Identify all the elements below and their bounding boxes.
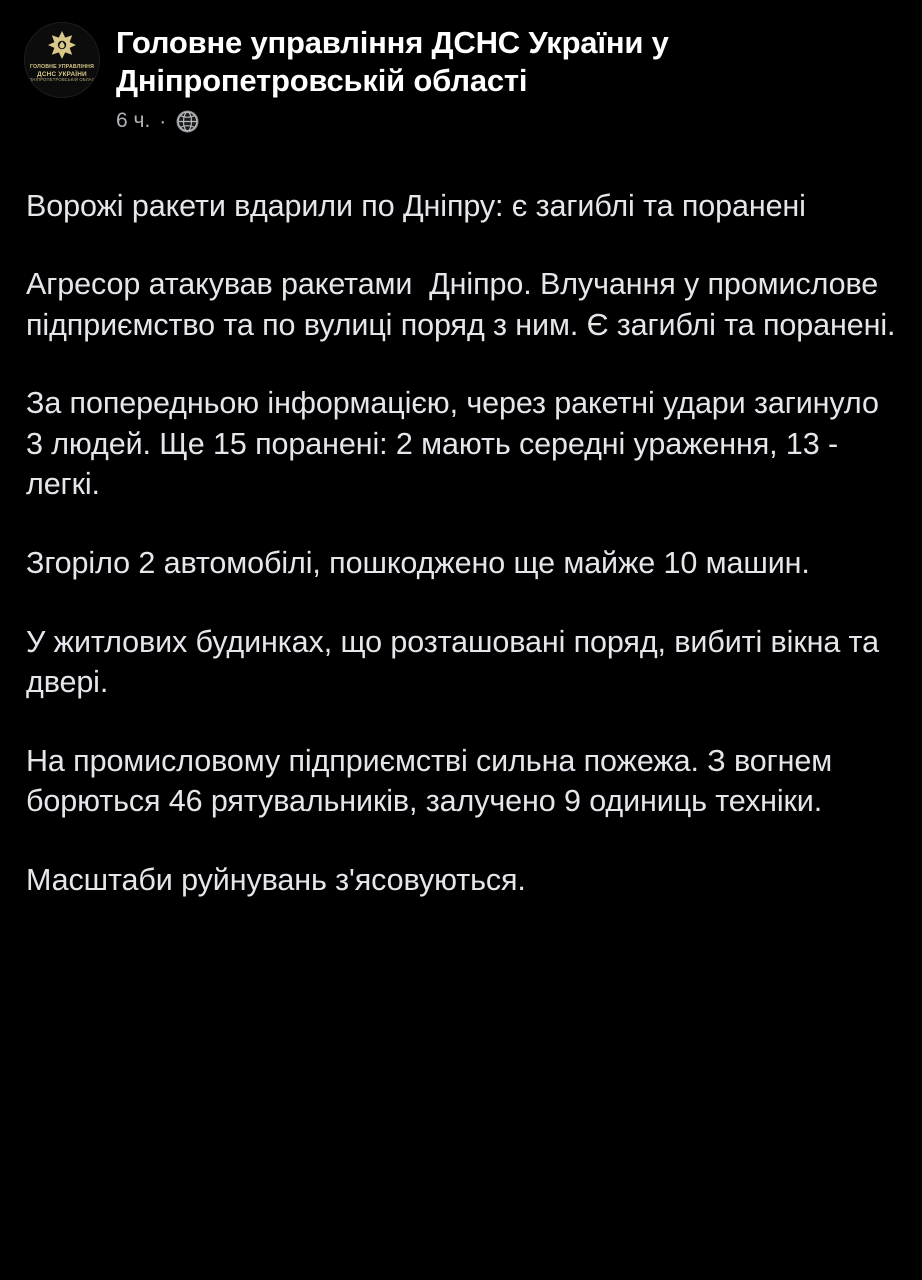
post-paragraph: Згоріло 2 автомобілі, пошкоджено ще майже 10 машин. [26, 546, 810, 580]
avatar-emblem-line2: ДСНС УКРАЇНИ [37, 70, 87, 78]
globe-public-icon[interactable] [175, 109, 200, 134]
meta-separator: · [159, 109, 167, 133]
post-header [24, 22, 898, 134]
avatar-emblem-text [25, 65, 99, 83]
post-paragraph: Агресор атакував ракетами Дніпро. Влучання у промислове підприємство та по вулиці поряд з ним. Є загиблі та поранені. [26, 267, 896, 342]
post-body [24, 186, 898, 901]
avatar[interactable] [24, 22, 100, 98]
post-meta [116, 109, 898, 134]
page-title[interactable]: Головне управління ДСНС України у Дніпропетровській області [116, 25, 669, 98]
dsns-star-emblem-icon [47, 30, 77, 62]
post-paragraph: На промисловому підприємстві сильна пожежа. З вогнем борються 46 рятувальників, залучено 9 одиниць техніки. [26, 743, 841, 819]
avatar-emblem-line3: У ДНІПРОПЕТРОВСЬКІЙ ОБЛАСТІ [25, 77, 99, 83]
post-paragraph: Ворожі ракети вдарили по Дніпру: є загиблі та поранені [26, 188, 806, 223]
post-paragraph: За попередньою інформацією, через ракетні удари загинуло 3 людей. Ще 15 поранені: 2 мають середні ураження, 13 - легкі. [26, 386, 888, 502]
post-paragraph: У житлових будинках, що розташовані поряд, вибиті вікна та двері. [26, 624, 888, 700]
post-timestamp[interactable]: 6 ч. [116, 109, 151, 133]
post-paragraph: Масштаби руйнувань з'ясовуються. [26, 862, 526, 897]
avatar-emblem-line1: ГОЛОВНЕ УПРАВЛІННЯ [29, 64, 95, 70]
post-header-text [116, 22, 898, 134]
